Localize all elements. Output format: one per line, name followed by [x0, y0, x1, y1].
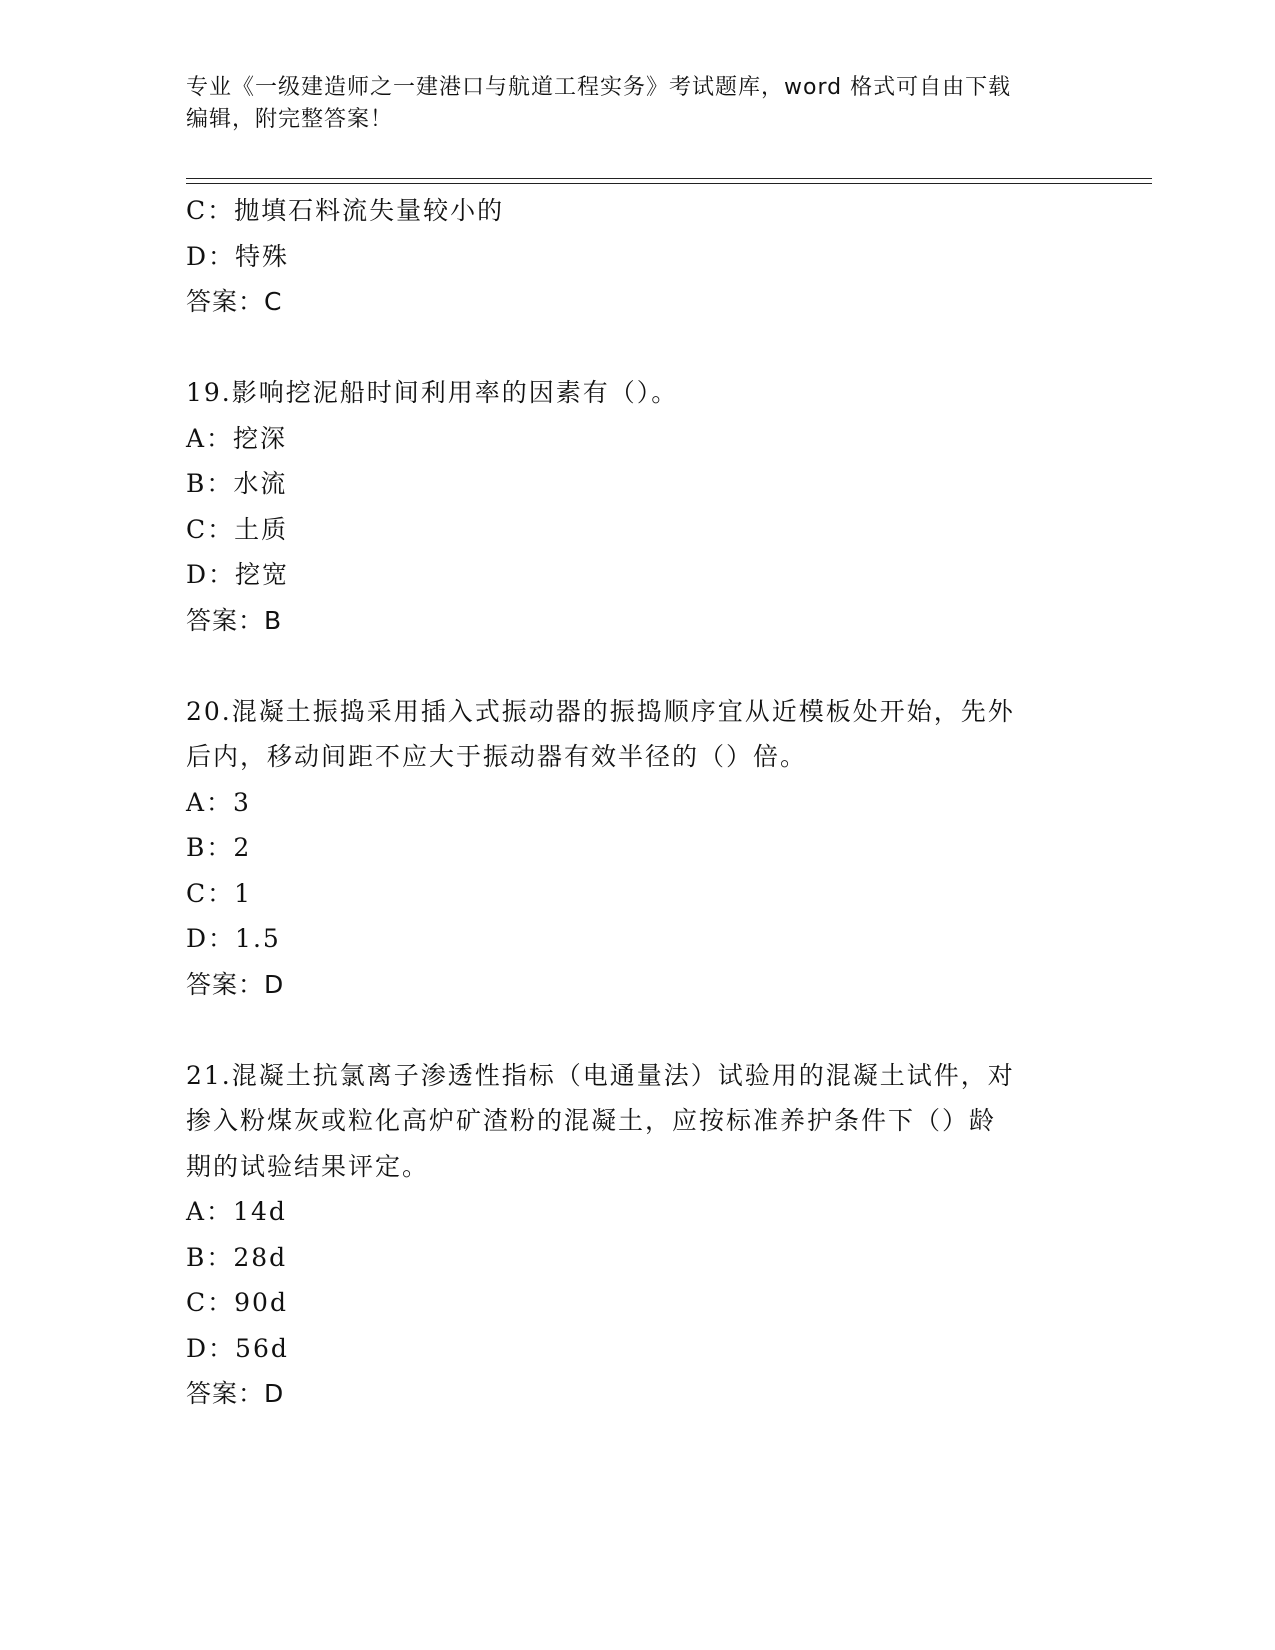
header-divider-bottom — [186, 183, 1152, 184]
option-a: A：14d — [186, 1197, 287, 1226]
question-stem-continued: 掺入粉煤灰或粒化高炉矿渣粉的混凝土，应按标准养护条件下（）龄 — [186, 1106, 997, 1135]
question-18-tail — [186, 188, 1086, 325]
option-a: A：挖深 — [186, 423, 288, 453]
option-a: A：3 — [186, 787, 251, 817]
answer-line: 答案：C — [186, 287, 283, 316]
spacer — [186, 1007, 1086, 1053]
question-stem-continued: 后内，移动间距不应大于振动器有效半径的（）倍。 — [186, 742, 808, 771]
answer-line: 答案：D — [186, 1379, 285, 1408]
option-c: C：土质 — [186, 514, 289, 544]
option-d: D：挖宽 — [186, 560, 290, 589]
option-d: D：56d — [186, 1333, 289, 1363]
question-stem: 21.混凝土抗氯离子渗透性指标（电通量法）试验用的混凝土试件，对 — [186, 1060, 1015, 1090]
option-c: C：1 — [186, 878, 253, 908]
header-line-2: 编辑，附完整答案！ — [186, 107, 394, 132]
question-stem-continued: 期的试验结果评定。 — [186, 1151, 430, 1181]
answer-line: 答案：B — [186, 605, 283, 635]
question-19 — [186, 370, 1086, 643]
option-b: B：水流 — [186, 469, 288, 498]
spacer — [186, 643, 1086, 689]
document-header — [186, 72, 1066, 136]
option-c: C：90d — [186, 1288, 288, 1317]
question-stem: 20.混凝土振捣采用插入式振动器的振捣顺序宜从近模板处开始，先外 — [186, 696, 1015, 726]
question-20 — [186, 689, 1086, 1008]
question-stem: 19.影响挖泥船时间利用率的因素有（）。 — [186, 378, 679, 407]
header-line-1: 专业《一级建造师之一建港口与航道工程实务》考试题库，word 格式可自由下载 — [186, 75, 1012, 100]
header-divider-top — [186, 178, 1152, 179]
option-b: B：2 — [186, 833, 252, 862]
spacer — [186, 325, 1086, 371]
answer-line: 答案：D — [186, 969, 285, 999]
question-list — [186, 188, 1086, 1417]
question-21 — [186, 1053, 1086, 1417]
option-d: D：1.5 — [186, 924, 281, 953]
option-c: C：抛填石料流失量较小的 — [186, 196, 505, 225]
option-b: B：28d — [186, 1242, 288, 1272]
option-d: D：特殊 — [186, 241, 290, 271]
